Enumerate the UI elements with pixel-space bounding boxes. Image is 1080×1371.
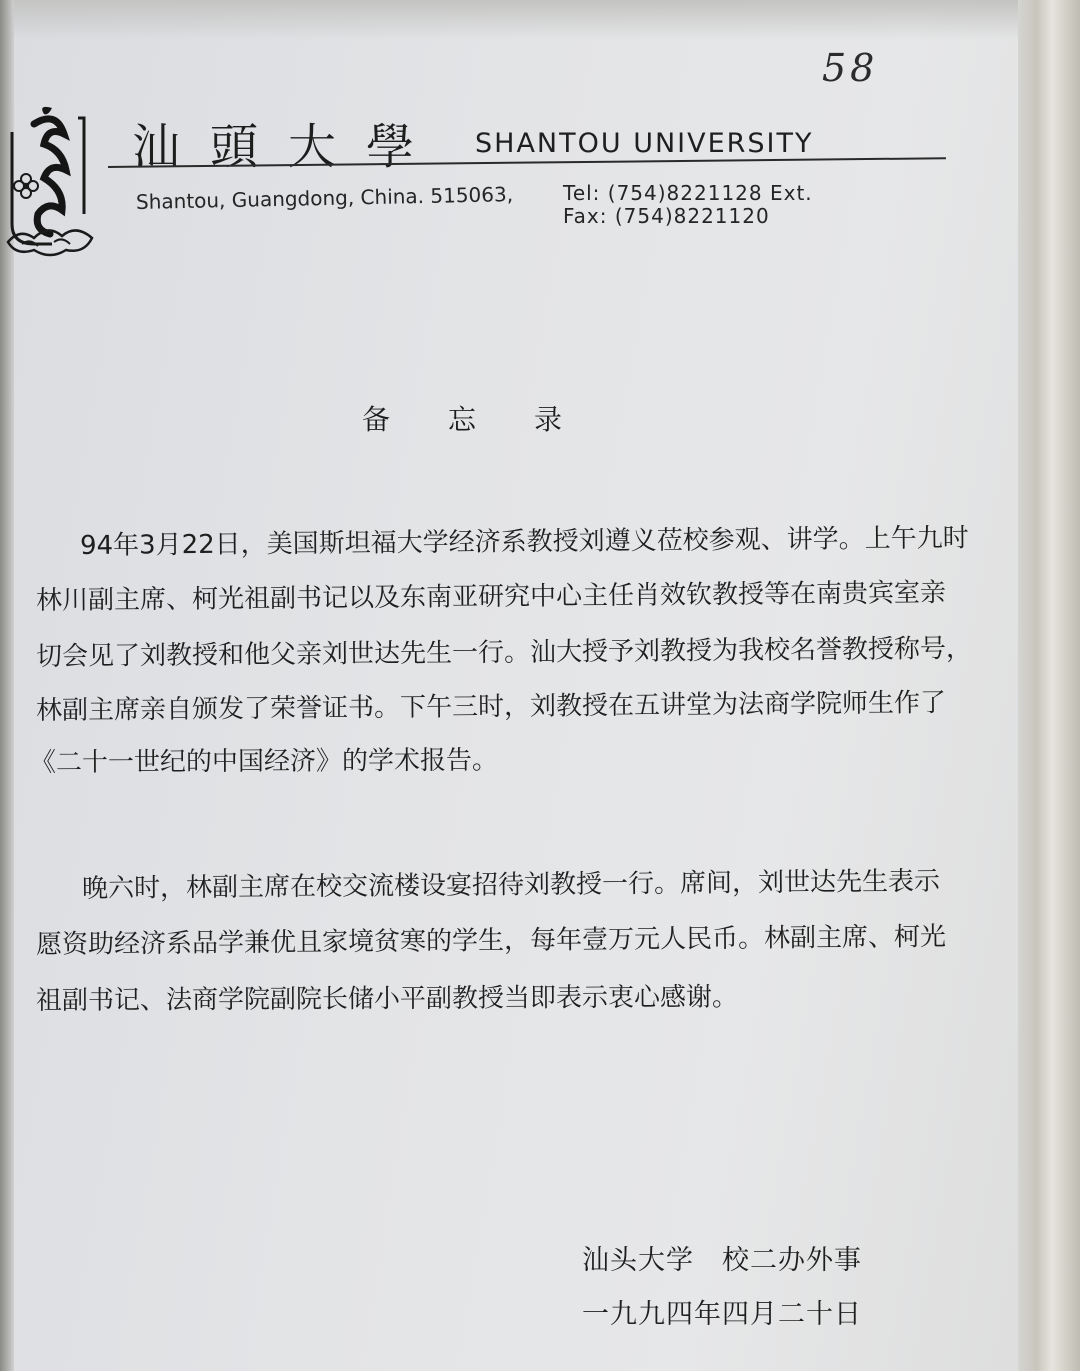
memo-title: 备忘录 <box>362 403 621 436</box>
binder-edge <box>1018 0 1080 1371</box>
signature-organization: 汕头大学 校二办外事 <box>582 1245 862 1276</box>
paragraph1-line2: 林川副主席、柯光祖副书记以及东南亚研究中心主任肖效钦教授等在南贵宾室亲 <box>35 578 947 616</box>
handwritten-page-number: 58 <box>822 46 879 90</box>
paragraph1-line5: 《二十一世纪的中国经济》的学术报告。 <box>29 745 499 778</box>
telephone-number: Tel: (754)8221128 Ext. <box>563 181 813 205</box>
signature-date: 一九九四年四月二十日 <box>582 1299 862 1330</box>
university-english-name: SHANTOU UNIVERSITY <box>475 128 814 159</box>
paragraph1-line4: 林副主席亲自颁发了荣誉证书。下午三时，刘教授在五讲堂为法商学院师生作了 <box>35 688 947 726</box>
paragraph1-line3: 切会见了刘教授和他父亲刘世达先生一行。汕大授予刘教授为我校名誉教授称号， <box>35 633 973 672</box>
fax-number: Fax: (754)8221120 <box>563 204 770 228</box>
scan-shadow-top <box>0 0 1080 40</box>
paragraph1-line1: 94年3月22日，美国斯坦福大学经济系教授刘遵义莅校参观、讲学。上午九时 <box>79 523 969 561</box>
university-chinese-name: 汕頭大學 <box>132 119 445 175</box>
paragraph2-line1: 晚六时，林副主席在校交流楼设宴招待刘教授一行。席间，刘世达先生表示 <box>81 866 941 904</box>
university-emblem-icon <box>4 104 100 260</box>
paragraph2-line2: 愿资助经济系品学兼优且家境贫寒的学生，每年壹万元人民币。林副主席、柯光 <box>35 922 947 960</box>
paragraph2-line3: 祖副书记、法商学院副院长储小平副教授当即表示衷心感谢。 <box>35 982 739 1016</box>
university-address: Shantou, Guangdong, China. 515063, <box>135 182 514 214</box>
